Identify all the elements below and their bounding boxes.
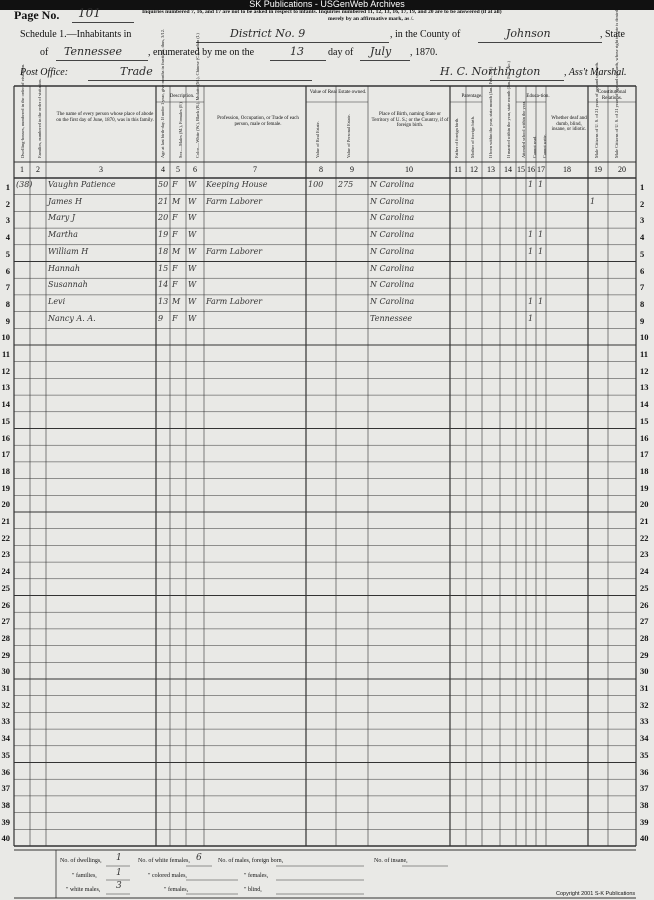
cannot-read-cell: 1 — [528, 230, 534, 240]
cannot-write-cell: 1 — [538, 230, 544, 240]
row-number-right: 21 — [640, 516, 649, 526]
occupation-cell: Keeping House — [206, 180, 268, 189]
column-number: 13 — [487, 165, 495, 174]
post-office-label: Post Office: — [20, 67, 69, 78]
marshal-name: H. C. Northington — [440, 65, 541, 78]
county-label: , in the County of — [390, 29, 461, 40]
color-cell: W — [188, 196, 197, 206]
post-office-value: Trade — [120, 65, 153, 78]
row-number-right: 26 — [640, 599, 649, 610]
col16-header: Cannot read. — [532, 135, 537, 158]
col9-header: Value of Personal Estate. — [346, 114, 351, 158]
row-number-right: 13 — [640, 382, 649, 393]
sex-cell: F — [172, 313, 178, 323]
row-number-left: 19 — [1, 482, 10, 493]
sex-cell: F — [172, 280, 178, 290]
color-cell: W — [188, 246, 197, 256]
occupation-cell: Farm Laborer — [206, 246, 263, 256]
row-number-right: 30 — [640, 666, 649, 677]
age-cell: 9 — [158, 313, 164, 323]
row-number-left: 15 — [1, 415, 10, 426]
col3-header: The name of every person whose place of abode on the first day of June, 1870, was in this family. — [56, 112, 154, 123]
instructions-line-2: merely by an affirmative mark, as /. — [328, 16, 414, 22]
blind-label: " blind, — [244, 887, 262, 893]
row-number-right: 16 — [640, 432, 649, 443]
personal-estate-cell: 275 — [338, 180, 354, 189]
dwellings-label: No. of dwellings, — [60, 858, 102, 864]
row-number-left: 14 — [1, 399, 10, 410]
column-number: 8 — [319, 165, 323, 174]
row-number-right: 40 — [640, 833, 649, 844]
row-number-left: 33 — [1, 716, 10, 727]
cannot-write-cell: 1 — [538, 246, 544, 256]
row-number-right: 24 — [640, 566, 649, 577]
birthplace-cell: N Carolina — [370, 180, 415, 189]
col6-header: Color.—White (W.), Black (B.), Mulatto (M.), Chinese (C.), Indian (I.) — [195, 33, 200, 158]
row-number-left: 3 — [5, 215, 10, 226]
age-cell: 18 — [158, 246, 169, 256]
parentage-group-header: Parentage. — [461, 94, 483, 99]
row-number-right: 20 — [640, 499, 649, 510]
foreign-females-label: " females, — [244, 873, 269, 879]
row-number-right: 11 — [640, 349, 649, 359]
color-cell: W — [188, 230, 197, 240]
row-number-left: 17 — [1, 449, 10, 460]
age-cell: 50 — [158, 180, 169, 189]
sex-cell: M — [172, 296, 181, 306]
cannot-write-cell: 1 — [538, 180, 544, 189]
cannot-read-cell: 1 — [528, 180, 534, 189]
value-group-header: Value of Real Estate owned. — [309, 90, 367, 95]
row-number-left: 16 — [1, 432, 10, 443]
colored-males-label: " colored males, — [148, 873, 187, 879]
row-number-left: 7 — [5, 282, 10, 293]
row-number-left: 39 — [1, 816, 10, 827]
month-value: July — [370, 45, 392, 58]
day-of-label: day of — [328, 47, 354, 58]
name-cell: James H — [48, 196, 82, 206]
col11-header: Father of foreign birth. — [454, 117, 459, 158]
white-females-value: 6 — [196, 853, 202, 863]
row-number-left: 36 — [1, 766, 10, 777]
col4-header: Age at last birth-day. If under 1 year, give months in fractions, thus, 3/12. — [160, 28, 165, 158]
row-number-right: 19 — [640, 482, 649, 493]
row-number-left: 32 — [1, 699, 10, 710]
age-cell: 21 — [158, 196, 169, 206]
sex-cell: F — [172, 263, 178, 273]
row-number-right: 37 — [640, 783, 649, 794]
row-number-left: 28 — [1, 632, 10, 643]
row-number-left: 20 — [1, 499, 10, 510]
occupation-cell: Farm Laborer — [206, 196, 263, 206]
column-number: 14 — [504, 165, 512, 174]
row-number-right: 10 — [640, 332, 649, 343]
marshal-label: , Ass't Marshal. — [564, 67, 627, 78]
column-number: 6 — [193, 165, 197, 174]
row-number-left: 21 — [1, 516, 10, 526]
color-cell: W — [188, 213, 197, 223]
col14-header: If married within the year, state month (Jan., Feb., &c.) — [506, 61, 511, 158]
column-number: 3 — [99, 165, 103, 174]
age-cell: 14 — [158, 280, 169, 290]
page-number: 101 — [78, 6, 101, 20]
row-number-right: 18 — [640, 465, 649, 476]
white-males-label: " white males, — [66, 887, 101, 893]
name-cell: Vaughn Patience — [48, 180, 116, 189]
row-number-left: 5 — [5, 248, 10, 259]
col15-header: Attended school within the year. — [521, 101, 526, 158]
page-label: Page No. — [14, 8, 60, 22]
row-number-right: 36 — [640, 766, 649, 777]
birthplace-cell: N Carolina — [370, 296, 415, 306]
constitutional-group-header: Constitutional Relations. — [597, 90, 627, 101]
column-number: 11 — [454, 165, 462, 174]
color-cell: W — [188, 180, 197, 189]
row-number-right: 31 — [640, 683, 649, 693]
row-number-left: 2 — [5, 198, 10, 209]
row-number-left: 37 — [1, 783, 10, 794]
col20-header: Male Citizens of U. S. of 21 years of age and upwards, whose right to vote is denied. — [614, 8, 619, 158]
row-number-left: 12 — [1, 365, 10, 376]
col1-header: Dwelling-houses, numbered in the order of visitation. — [20, 63, 25, 158]
row-number-left: 26 — [1, 599, 10, 610]
row-number-right: 9 — [640, 315, 645, 326]
row-number-left: 38 — [1, 799, 10, 810]
col18-header: Whether deaf and dumb, blind, insane, or idiotic. — [551, 116, 587, 133]
of-label: of — [40, 47, 49, 58]
white-males-value: 3 — [116, 881, 122, 891]
occupation-cell: Farm Laborer — [206, 296, 263, 306]
row-number-right: 34 — [640, 733, 649, 744]
age-cell: 15 — [158, 263, 169, 273]
row-number-left: 6 — [5, 265, 10, 276]
column-number: 2 — [36, 165, 40, 174]
row-number-right: 2 — [640, 198, 645, 209]
column-number: 15 — [517, 165, 525, 174]
col13-header: If born within the year, state month (Jan., Feb., &c.) — [488, 66, 493, 158]
row-number-left: 27 — [1, 616, 10, 627]
col17-header: Cannot write. — [542, 134, 547, 158]
cannot-write-cell: 1 — [538, 296, 544, 306]
row-number-right: 33 — [640, 716, 649, 727]
age-cell: 19 — [158, 230, 169, 240]
column-number: 17 — [537, 165, 545, 174]
birthplace-cell: N Carolina — [370, 263, 415, 273]
birthplace-cell: N Carolina — [370, 280, 415, 290]
row-number-left: 4 — [5, 232, 10, 243]
color-cell: W — [188, 280, 197, 290]
age-cell: 20 — [158, 213, 169, 223]
copyright-text: Copyright 2001 S-K Publications — [556, 891, 636, 897]
col5-header: Sex.—Males (M.), Females (F.) — [178, 102, 183, 158]
name-cell: Mary J — [48, 213, 76, 223]
row-number-right: 29 — [640, 649, 649, 660]
row-number-left: 10 — [1, 332, 10, 343]
age-cell: 13 — [158, 296, 169, 306]
column-number: 10 — [405, 165, 413, 174]
sex-cell: M — [172, 246, 181, 256]
schedule-label: Schedule 1.—Inhabitants in — [20, 29, 132, 40]
row-number-right: 32 — [640, 699, 649, 710]
instructions-line-1: Inquiries numbered 7, 16, and 17 are not to be asked in respect to infants. Inquiries numbered 11, 12, 13, 16, 17, 19, and 20 are to be answered (if at all) — [142, 9, 502, 15]
row-number-left: 30 — [1, 666, 10, 677]
year-label: , 1870. — [410, 47, 438, 58]
column-number: 9 — [350, 165, 354, 174]
birthplace-cell: N Carolina — [370, 230, 415, 240]
citizen-cell: 1 — [590, 196, 596, 206]
column-number: 4 — [161, 165, 165, 174]
description-group-header: Description. — [169, 94, 195, 99]
color-cell: W — [188, 296, 197, 306]
dwellings-value: 1 — [116, 853, 122, 863]
name-cell: Levi — [48, 296, 66, 306]
county-value: Johnson — [506, 27, 551, 40]
sex-cell: F — [172, 213, 178, 223]
cannot-read-cell: 1 — [528, 246, 534, 256]
day-value: 13 — [290, 45, 304, 58]
column-number: 1 — [20, 165, 24, 174]
name-cell: Martha — [48, 230, 78, 240]
row-number-right: 3 — [640, 215, 645, 226]
column-number: 12 — [470, 165, 478, 174]
row-number-right: 6 — [640, 265, 645, 276]
foreign-males-label: No. of males, foreign born, — [218, 858, 284, 864]
enumerated-label: , enumerated by me on the — [148, 47, 255, 58]
birthplace-cell: N Carolina — [370, 246, 415, 256]
col8-header: Value of Real Estate. — [315, 121, 320, 158]
row-number-left: 35 — [1, 749, 10, 760]
row-number-right: 7 — [640, 282, 645, 293]
sex-cell: M — [172, 196, 181, 206]
row-number-right: 1 — [640, 182, 645, 192]
birthplace-cell: N Carolina — [370, 196, 415, 206]
sex-cell: F — [172, 180, 178, 189]
state-value: Tennessee — [64, 45, 122, 58]
cannot-read-cell: 1 — [528, 296, 534, 306]
name-cell: Hannah — [48, 263, 80, 273]
row-number-right: 15 — [640, 415, 649, 426]
row-number-right: 5 — [640, 248, 645, 259]
row-number-right: 38 — [640, 799, 649, 810]
row-number-left: 40 — [1, 833, 10, 844]
row-number-left: 23 — [1, 549, 10, 560]
birthplace-cell: Tennessee — [370, 313, 413, 323]
row-number-right: 8 — [640, 298, 645, 309]
families-label: " families, — [72, 873, 97, 879]
birthplace-cell: N Carolina — [370, 213, 415, 223]
row-number-right: 23 — [640, 549, 649, 560]
colored-females-label: " females, — [164, 887, 189, 893]
row-number-left: 29 — [1, 649, 10, 660]
insane-label: No. of insane, — [374, 858, 408, 864]
cannot-read-cell: 1 — [528, 313, 534, 323]
row-number-left: 25 — [1, 582, 10, 593]
row-number-left: 9 — [5, 315, 10, 326]
column-number: 20 — [618, 165, 626, 174]
row-number-left: 31 — [1, 683, 10, 693]
row-number-right: 27 — [640, 616, 649, 627]
column-number: 16 — [527, 165, 535, 174]
state-label: , State — [600, 29, 625, 40]
district-value: District No. 9 — [230, 27, 306, 40]
row-number-right: 12 — [640, 365, 649, 376]
education-group-header: Educa-tion. — [526, 94, 550, 99]
real-estate-cell: 100 — [308, 180, 324, 189]
col10-header: Place of Birth, naming State or Territory of U. S.; or the Country, if of foreign birth. — [371, 112, 449, 129]
row-number-right: 28 — [640, 632, 649, 643]
row-number-right: 35 — [640, 749, 649, 760]
row-number-right: 39 — [640, 816, 649, 827]
col7-header: Profession, Occupation, or Trade of each person, male or female. — [217, 116, 299, 127]
column-number: 7 — [253, 165, 257, 174]
row-number-right: 22 — [640, 532, 649, 543]
color-cell: W — [188, 313, 197, 323]
row-number-left: 18 — [1, 465, 10, 476]
name-cell: Susannah — [48, 280, 88, 290]
col12-header: Mother of foreign birth. — [470, 116, 475, 158]
sex-cell: F — [172, 230, 178, 240]
row-number-left: 1 — [5, 182, 10, 192]
row-number-left: 22 — [1, 532, 10, 543]
row-number-left: 11 — [1, 349, 10, 359]
row-number-right: 17 — [640, 449, 649, 460]
row-number-left: 13 — [1, 382, 10, 393]
row-number-left: 8 — [5, 298, 10, 309]
row-number-left: 34 — [1, 733, 10, 744]
column-number: 5 — [176, 165, 180, 174]
dwelling-cell: (38) — [16, 180, 33, 189]
col19-header: Male Citizens of U. S. of 21 years of age and upwards. — [594, 61, 599, 158]
row-number-right: 25 — [640, 582, 649, 593]
column-number: 19 — [594, 165, 602, 174]
row-number-right: 4 — [640, 232, 645, 243]
name-cell: Nancy A. A. — [48, 313, 96, 323]
color-cell: W — [188, 263, 197, 273]
row-number-left: 24 — [1, 566, 10, 577]
row-number-right: 14 — [640, 399, 649, 410]
white-females-label: No. of white females, — [138, 858, 190, 864]
column-number: 18 — [563, 165, 571, 174]
col2-header: Families, numbered in the order of visitation. — [37, 78, 42, 158]
banner-text: SK Publications - USGenWeb Archives — [249, 0, 405, 9]
name-cell: William H — [48, 246, 89, 256]
families-value: 1 — [116, 868, 122, 878]
